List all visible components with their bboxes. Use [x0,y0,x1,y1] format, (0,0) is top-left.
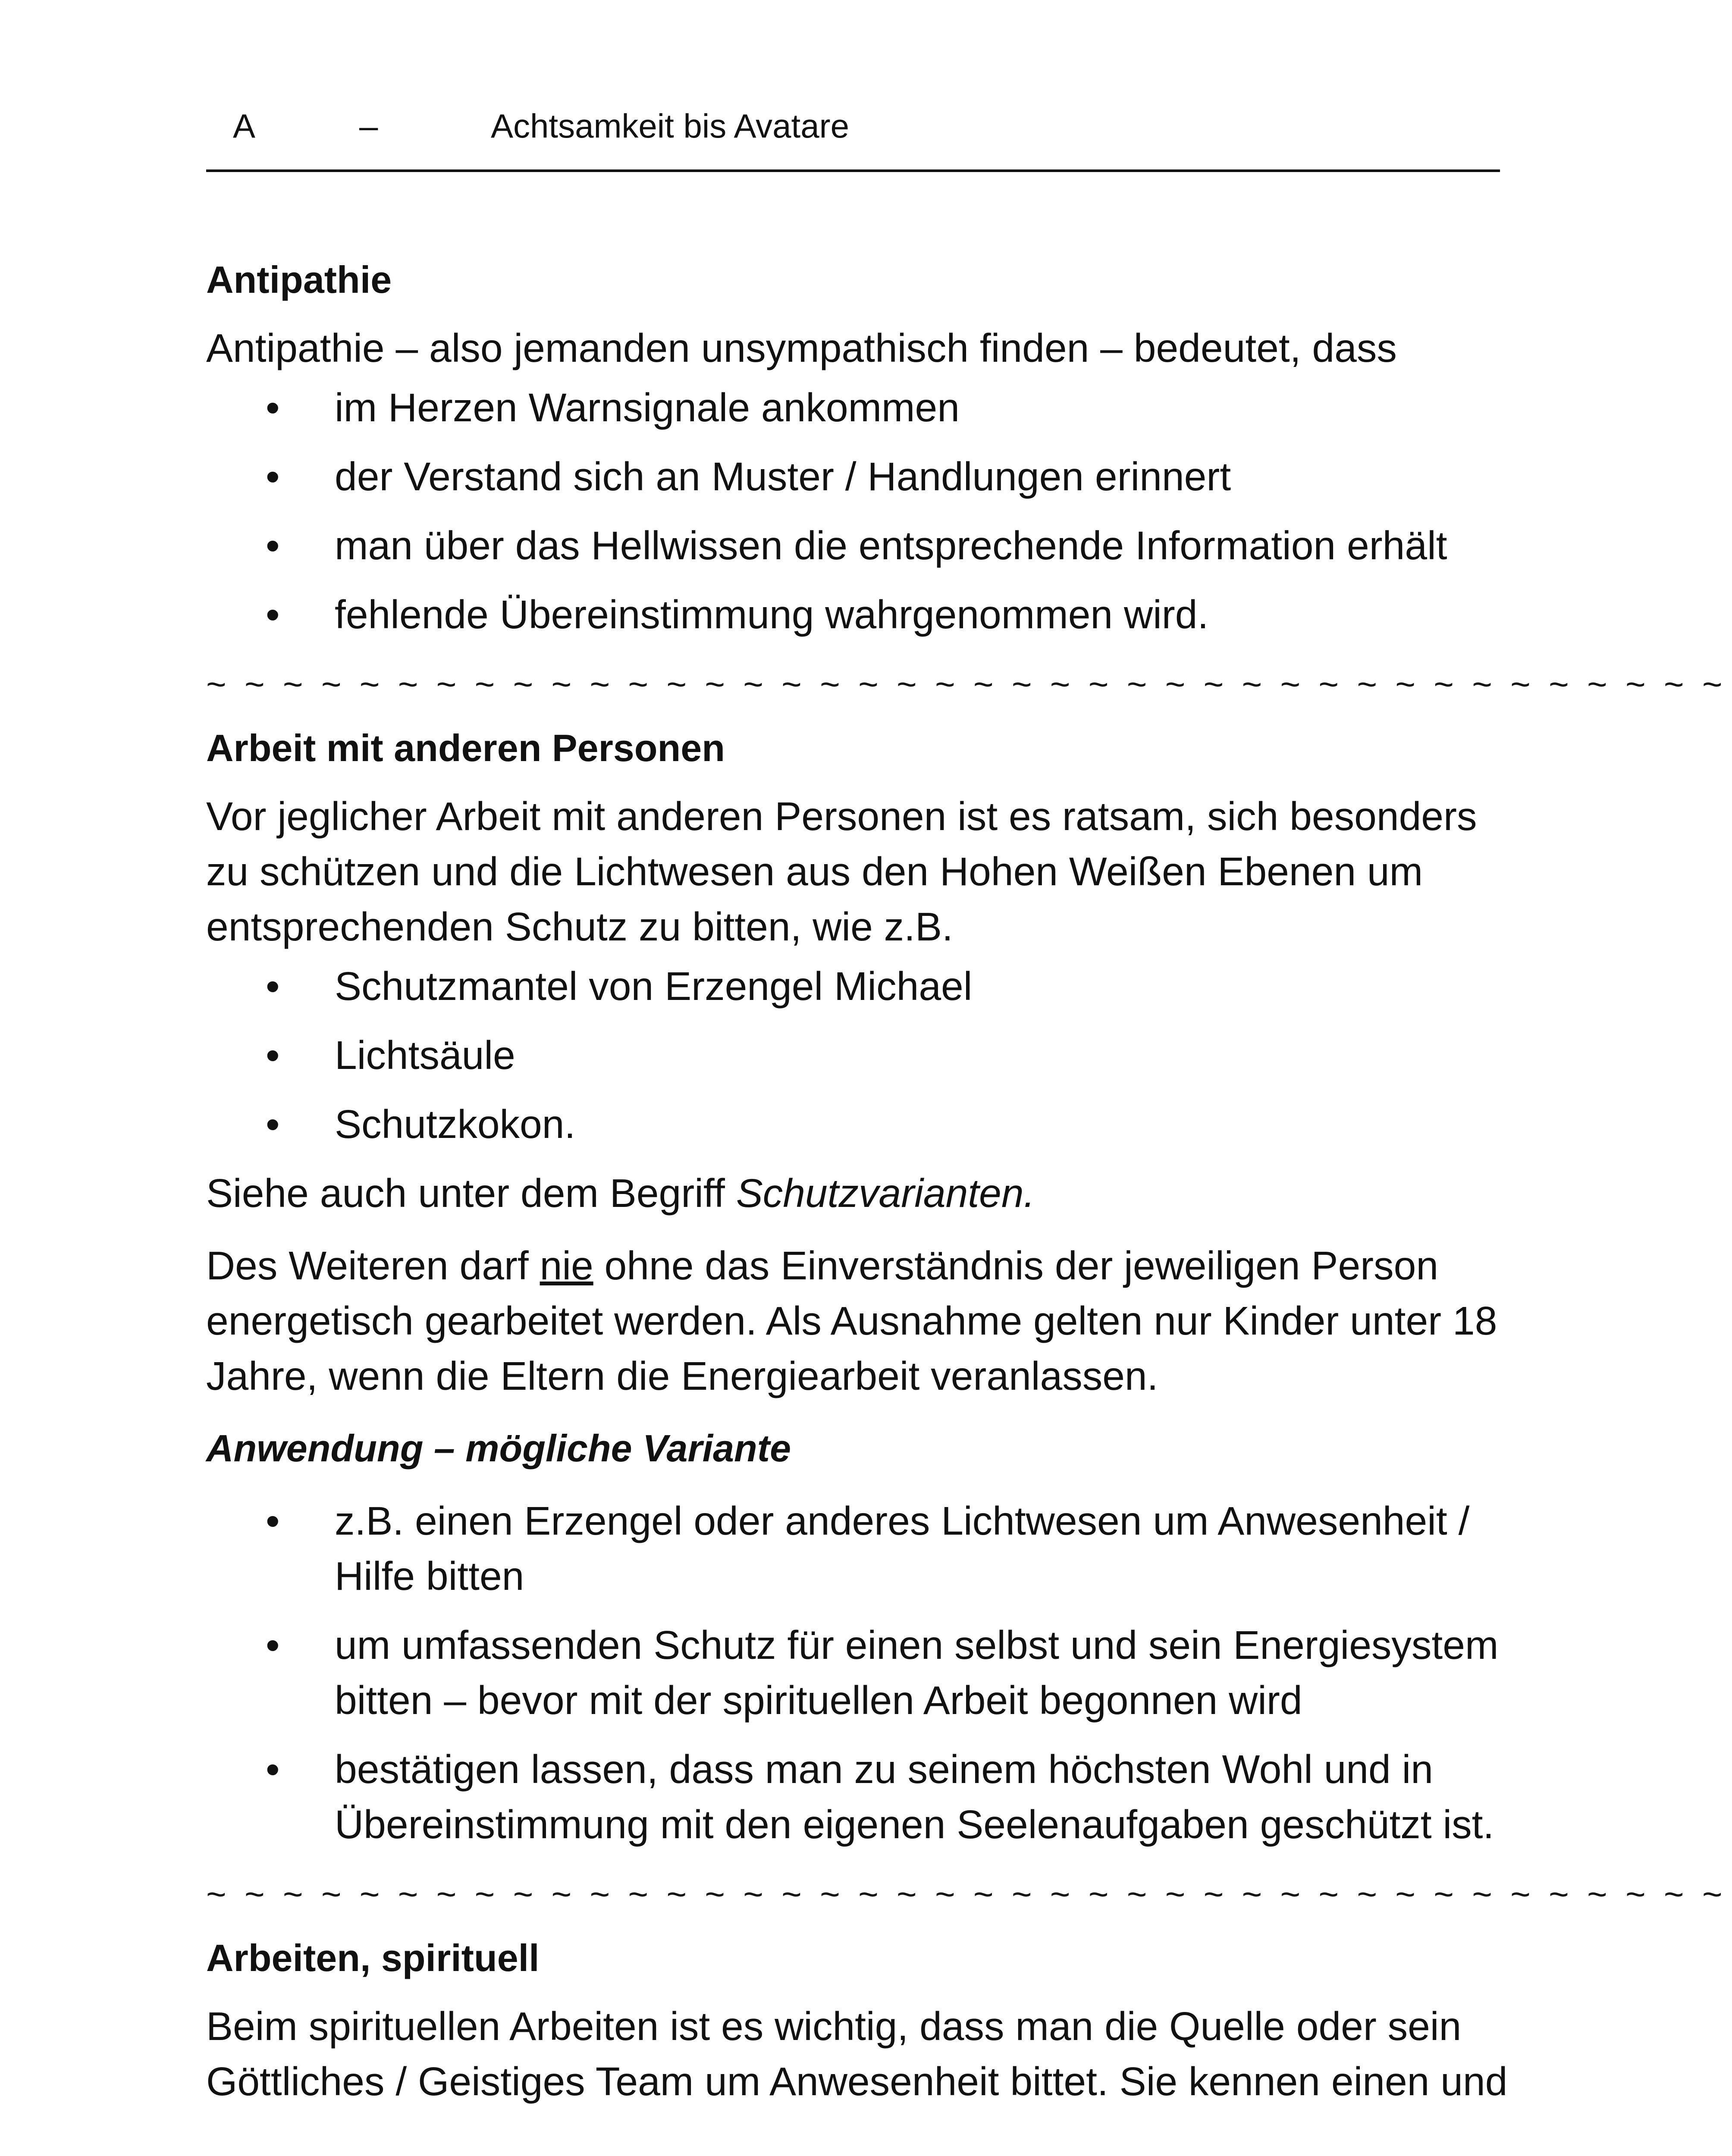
bullet-icon: • [266,964,280,1009]
bullet-icon: • [266,1033,280,1078]
list-item: • bestätigen lassen, dass man zu seinem höchsten Wohl und in Übereinstimmung mit den eigenen Seelenaufgaben geschützt ist. [206,1742,1517,1852]
list-item: • Lichtsäule [206,1028,1517,1083]
heading-antipathie: Antipathie [206,258,392,301]
arbeiten-spirituell-text: Beim spirituellen Arbeiten ist es wichtig, dass man die Quelle oder sein Göttliches / Geistiges Team um Anwesenheit bittet. Sie kennen einen und [206,2004,1508,2104]
bullet-icon: • [266,454,280,499]
heading-arbeit: Arbeit mit anderen Personen [206,727,725,769]
bullet-icon: • [266,1498,280,1543]
heading-arbeiten-spirituell: Arbeiten, spirituell [206,1937,540,1979]
header-rule [206,169,1500,172]
list-item: • z.B. einen Erzengel oder anderes Lichtwesen um Anwesenheit / Hilfe bitten [206,1493,1517,1604]
see-also: Siehe auch unter dem Begriff Schutzvarianten. [206,1171,1035,1216]
list-item: • Schutzmantel von Erzengel Michael [206,959,1517,1014]
running-header [206,101,1500,149]
anwendung-list [206,1493,1517,1852]
bullet-icon: • [266,592,280,637]
page-content [206,252,1727,2113]
list-item: • man über das Hellwissen die entsprechende Information erhält [206,518,1517,573]
list-item: • um umfassenden Schutz für einen selbst und sein Energiesystem bitten – bevor mit der spirituellen Arbeit begonnen wird [206,1617,1517,1728]
list-item: • Schutzkokon. [206,1097,1517,1152]
antipathie-intro: Antipathie – also jemanden unsympathisch finden – bedeutet, dass [206,326,1397,370]
list-item: • fehlende Übereinstimmung wahrgenommen wird. [206,587,1517,642]
separator: ~ ~ ~ ~ ~ ~ ~ ~ ~ ~ ~ ~ ~ ~ ~ ~ ~ ~ ~ ~ ~ ~ ~ ~ ~ ~ ~ ~ ~ ~ ~ ~ ~ ~ ~ ~ ~ ~ ~ ~ [206,1875,1727,1913]
separator: ~ ~ ~ ~ ~ ~ ~ ~ ~ ~ ~ ~ ~ ~ ~ ~ ~ ~ ~ ~ ~ ~ ~ ~ ~ ~ ~ ~ ~ ~ ~ ~ ~ ~ ~ ~ ~ ~ ~ ~ [206,665,1727,703]
consent-paragraph: Des Weiteren darf nie ohne das Einverständnis der jeweiligen Person energetisch gearbeitet werden. Als Ausnahme gelten nur Kinder unter 18 Jahre, wenn die Eltern die Energiearbeit veranlassen. [206,1243,1497,1398]
header-letter: A [233,107,256,145]
list-item: • der Verstand sich an Muster / Handlungen erinnert [206,449,1517,504]
see-also-term: Schutzvarianten. [736,1171,1035,1216]
bullet-icon: • [266,385,280,430]
header-dash: – [359,107,378,145]
emphasis-nie: nie [540,1243,593,1288]
bullet-icon: • [266,1102,280,1147]
antipathie-list [206,380,1517,642]
arbeit-intro: Vor jeglicher Arbeit mit anderen Personen ist es ratsam, sich besonders zu schützen und die Lichtwesen aus den Hohen Weißen Ebenen um entsprechenden Schutz zu bitten, wie z.B. [206,794,1477,949]
heading-anwendung: Anwendung – mögliche Variante [206,1427,791,1470]
arbeit-list [206,959,1517,1152]
bullet-icon: • [266,1623,280,1667]
list-item: • im Herzen Warnsignale ankommen [206,380,1517,435]
bullet-icon: • [266,1747,280,1792]
bullet-icon: • [266,523,280,568]
header-title: Achtsamkeit bis Avatare [491,107,849,145]
